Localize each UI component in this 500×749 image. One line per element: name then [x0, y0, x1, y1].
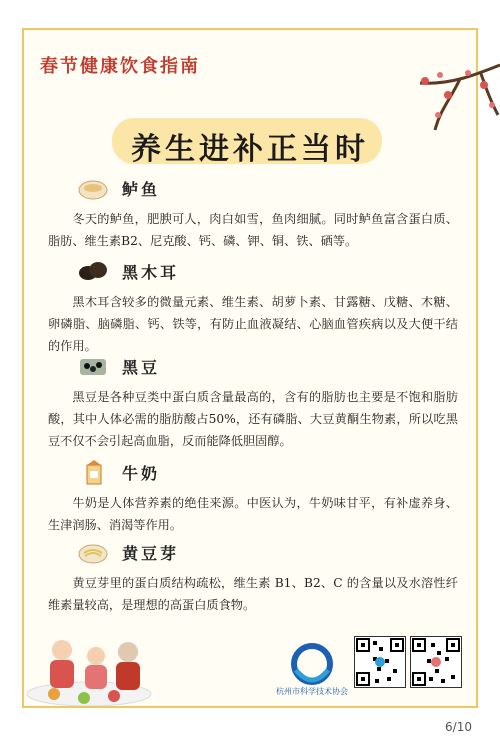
section-title: 黑豆 — [122, 357, 161, 377]
main-title: 养生进补正当时 — [131, 132, 369, 167]
section-seabass — [48, 172, 458, 252]
fish-dish-icon — [78, 175, 108, 201]
org-name: 杭州市科学技术协会 — [276, 687, 348, 696]
milk-carton-icon — [78, 459, 108, 485]
section-black-bean — [48, 350, 458, 452]
page-number: 6/10 — [445, 720, 472, 734]
section-header — [48, 536, 458, 568]
plum-blossom-branch-icon — [380, 45, 500, 135]
section-title: 牛奶 — [122, 463, 161, 483]
section-black-fungus — [48, 255, 458, 357]
section-text: 牛奶是人体营养素的绝佳来源。中医认为，牛奶味甘平，有补虚养身、生津润肠、消渴等作用。 — [48, 496, 458, 532]
section-text: 黑豆是各种豆类中蛋白质含量最高的，含有的脂肪也主要是不饱和脂肪酸，其中人体必需的脂肪酸占50%，还有磷脂、大豆黄酮生物素，所以吃黑豆不仅不会引起高血脂，反而能降低胆固醇。 — [48, 390, 458, 448]
series-title: 春节健康饮食指南 — [40, 56, 200, 77]
section-text: 黑木耳含较多的微量元素、维生素、胡萝卜素、甘露糖、戊糖、木糖、卵磷脂、脑磷脂、钙、铁等，有防止血液凝结、心脑血管疾病以及大便干结的作用。 — [48, 295, 458, 353]
section-text: 黄豆芽里的蛋白质结构疏松，维生素 B1、B2、C 的含量以及水溶性纤维素量较高，是理想的高蛋白质食物。 — [48, 576, 458, 612]
section-title: 黄豆芽 — [122, 543, 180, 563]
section-soybean-sprout — [48, 536, 458, 616]
soybean-sprout-icon — [78, 539, 108, 565]
black-fungus-icon — [78, 258, 108, 284]
section-text: 冬天的鲈鱼，肥腴可人，肉白如雪，鱼肉细腻。同时鲈鱼富含蛋白质、脂肪、维生素B2、尼克酸、钙、磷、钾、铜、铁、硒等。 — [48, 212, 458, 248]
section-header — [48, 255, 458, 287]
qr-code-icon[interactable] — [410, 636, 462, 688]
section-header — [48, 172, 458, 204]
section-title: 鲈鱼 — [122, 179, 161, 199]
qr-code-icon[interactable] — [354, 636, 406, 688]
section-header — [48, 456, 458, 488]
family-dinner-illustration — [24, 628, 154, 706]
section-title: 黑木耳 — [122, 262, 180, 282]
section-milk — [48, 456, 458, 536]
black-bean-icon — [78, 353, 108, 379]
section-header — [48, 350, 458, 382]
